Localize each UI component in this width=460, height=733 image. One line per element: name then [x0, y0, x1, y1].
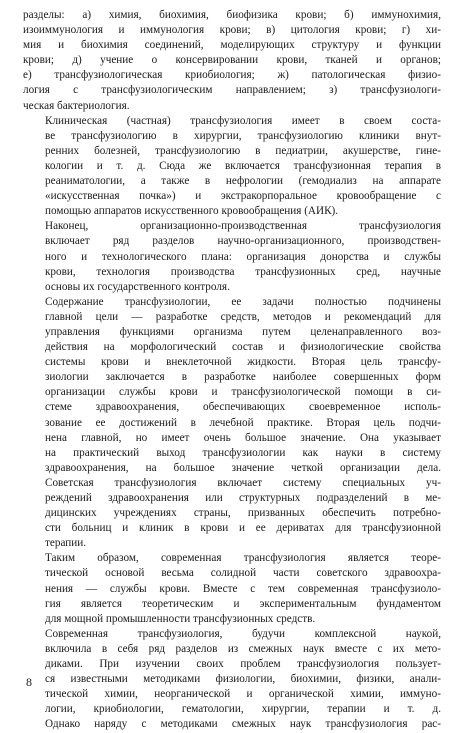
- text-line: крови; д) учение о консервировании крови, тканей и органов;: [23, 54, 441, 67]
- text-line: организации службы крови и трансфузиологической помощи в си-: [45, 386, 441, 399]
- text-line: тической основой весьма солидной части советского здравоохра-: [45, 567, 441, 580]
- text-line: реаниматологии, а также в нефрологии (гемодиализ на аппарате: [45, 175, 441, 188]
- text-line: для мощной промышленности трансфузионных средств.: [45, 612, 316, 625]
- text-line: гия является теоретическим и экспериментальным фундаментом: [45, 597, 441, 610]
- text-line: зиологии заключается в разработке наиболее совершенных форм: [45, 371, 441, 384]
- text-line: логия с трансфузиологическим направлением; з) трансфузиологи-: [23, 84, 441, 97]
- text-line: зование ее достижений в лечебной практике. Вторая цель подчи-: [45, 416, 441, 429]
- text-line: Советская трансфузиология включает систему специальных уч-: [45, 476, 441, 489]
- text-line: дицинских учреждениях страны, призванных обеспечить потребно-: [45, 507, 441, 520]
- text-line: изоиммунология и иммунология крови; в) цитология крови; г) хи-: [23, 24, 441, 37]
- text-line: терапии.: [45, 537, 87, 550]
- text-line: разделы: а) химия, биохимия, биофизика крови; б) иммунохимия,: [23, 9, 441, 21]
- paragraph: [23, 627, 441, 733]
- text-line: реждений здравоохранения или структурных подразделений в ме-: [45, 492, 441, 504]
- text-line: ного и технологического плана: организация донорства и службы: [45, 250, 441, 263]
- text-line: логии, криобиологии, гематологии, хирургии, терапии и т. д.: [45, 703, 441, 716]
- text-line: помощью аппаратов искусственного кровообращения (АИК).: [45, 205, 339, 218]
- text-line: включила в себя ряд разделов из смежных наук вместе с их мето-: [45, 642, 441, 655]
- paragraph: [23, 551, 441, 626]
- text-line: здравоохранения, на большое значение четкой организации дела.: [45, 461, 441, 474]
- text-line: Таким образом, современная трансфузиология является теоре-: [45, 552, 441, 565]
- text-line: ческая бактериология.: [23, 99, 130, 112]
- text-line: Содержание трансфузиологии, ее задачи полностью подчинены: [45, 295, 441, 308]
- text-line: ренних болезней, трансфузиологию в педиатрии, акушерстве, гине-: [45, 144, 441, 157]
- text-line: стеме здравоохранения, обеспечивающих своевременное исполь-: [45, 401, 441, 414]
- text-line: е) трансфузиологическая криобиология; ж) патологическая физио-: [23, 69, 441, 82]
- text-line: диками. При изучении своих проблем трансфузиология пользует-: [45, 658, 441, 671]
- text-line: кологии и т. д. Сюда же включается трансфузионная терапия в: [45, 159, 441, 172]
- text-line: главной цели — разработке средств, методов и рекомендаций для: [45, 310, 441, 323]
- text-line: Наконец, организационно-производственная трансфузиология: [45, 220, 441, 233]
- paragraph: [23, 8, 441, 114]
- text-line: на практический выход трансфузиологии как науки в систему: [45, 446, 441, 459]
- page-number: 8: [26, 675, 32, 689]
- text-line: управления функциями организма путем целенаправленного воз-: [45, 325, 441, 338]
- paragraph: [23, 114, 441, 220]
- text-line: нения — службы крови. Вместе с тем современная трансфузиоло-: [45, 582, 441, 595]
- text-line: действия на морфологический состав и физиологические свойства: [45, 341, 441, 354]
- text-line: сти больниц и клиник в крови и ее дериватах для трансфузионной: [45, 522, 441, 535]
- text-line: Однако наряду с методиками смежных наук трансфузиология рас-: [45, 718, 441, 731]
- text-line: нена главной, но имеет очень большое значение. Она указывает: [45, 431, 441, 444]
- text-line: основы их государственного контроля.: [45, 280, 230, 293]
- paragraph: [23, 295, 441, 552]
- text-line: тической химии, неорганической и органической химии, иммуно-: [45, 688, 441, 701]
- text-line: Современная трансфузиология, будучи комплексной наукой,: [45, 627, 441, 640]
- text-line: крови, технология производства трансфузионных сред, научные: [45, 265, 441, 278]
- page-text-column: [23, 8, 441, 733]
- text-line: мия и биохимия соединений, моделирующих структуру и функции: [23, 39, 441, 52]
- text-line: ве трансфузиологию в хирургии, трансфузиологию клиники внут-: [45, 129, 441, 142]
- text-line: ся известными методиками физиологии, биохимии, физики, анали-: [45, 673, 441, 686]
- text-line: «искусственная почка») и экстракорпоральное кровообращение с: [45, 190, 441, 203]
- text-line: Клиническая (частная) трансфузиология имеет в своем соста-: [45, 114, 441, 127]
- text-line: системы крови и внеклеточной жидкости. Вторая цель трансфу-: [45, 356, 441, 369]
- text-line: включает ряд разделов научно-организационного, производствен-: [45, 235, 441, 248]
- paragraph: [23, 219, 441, 294]
